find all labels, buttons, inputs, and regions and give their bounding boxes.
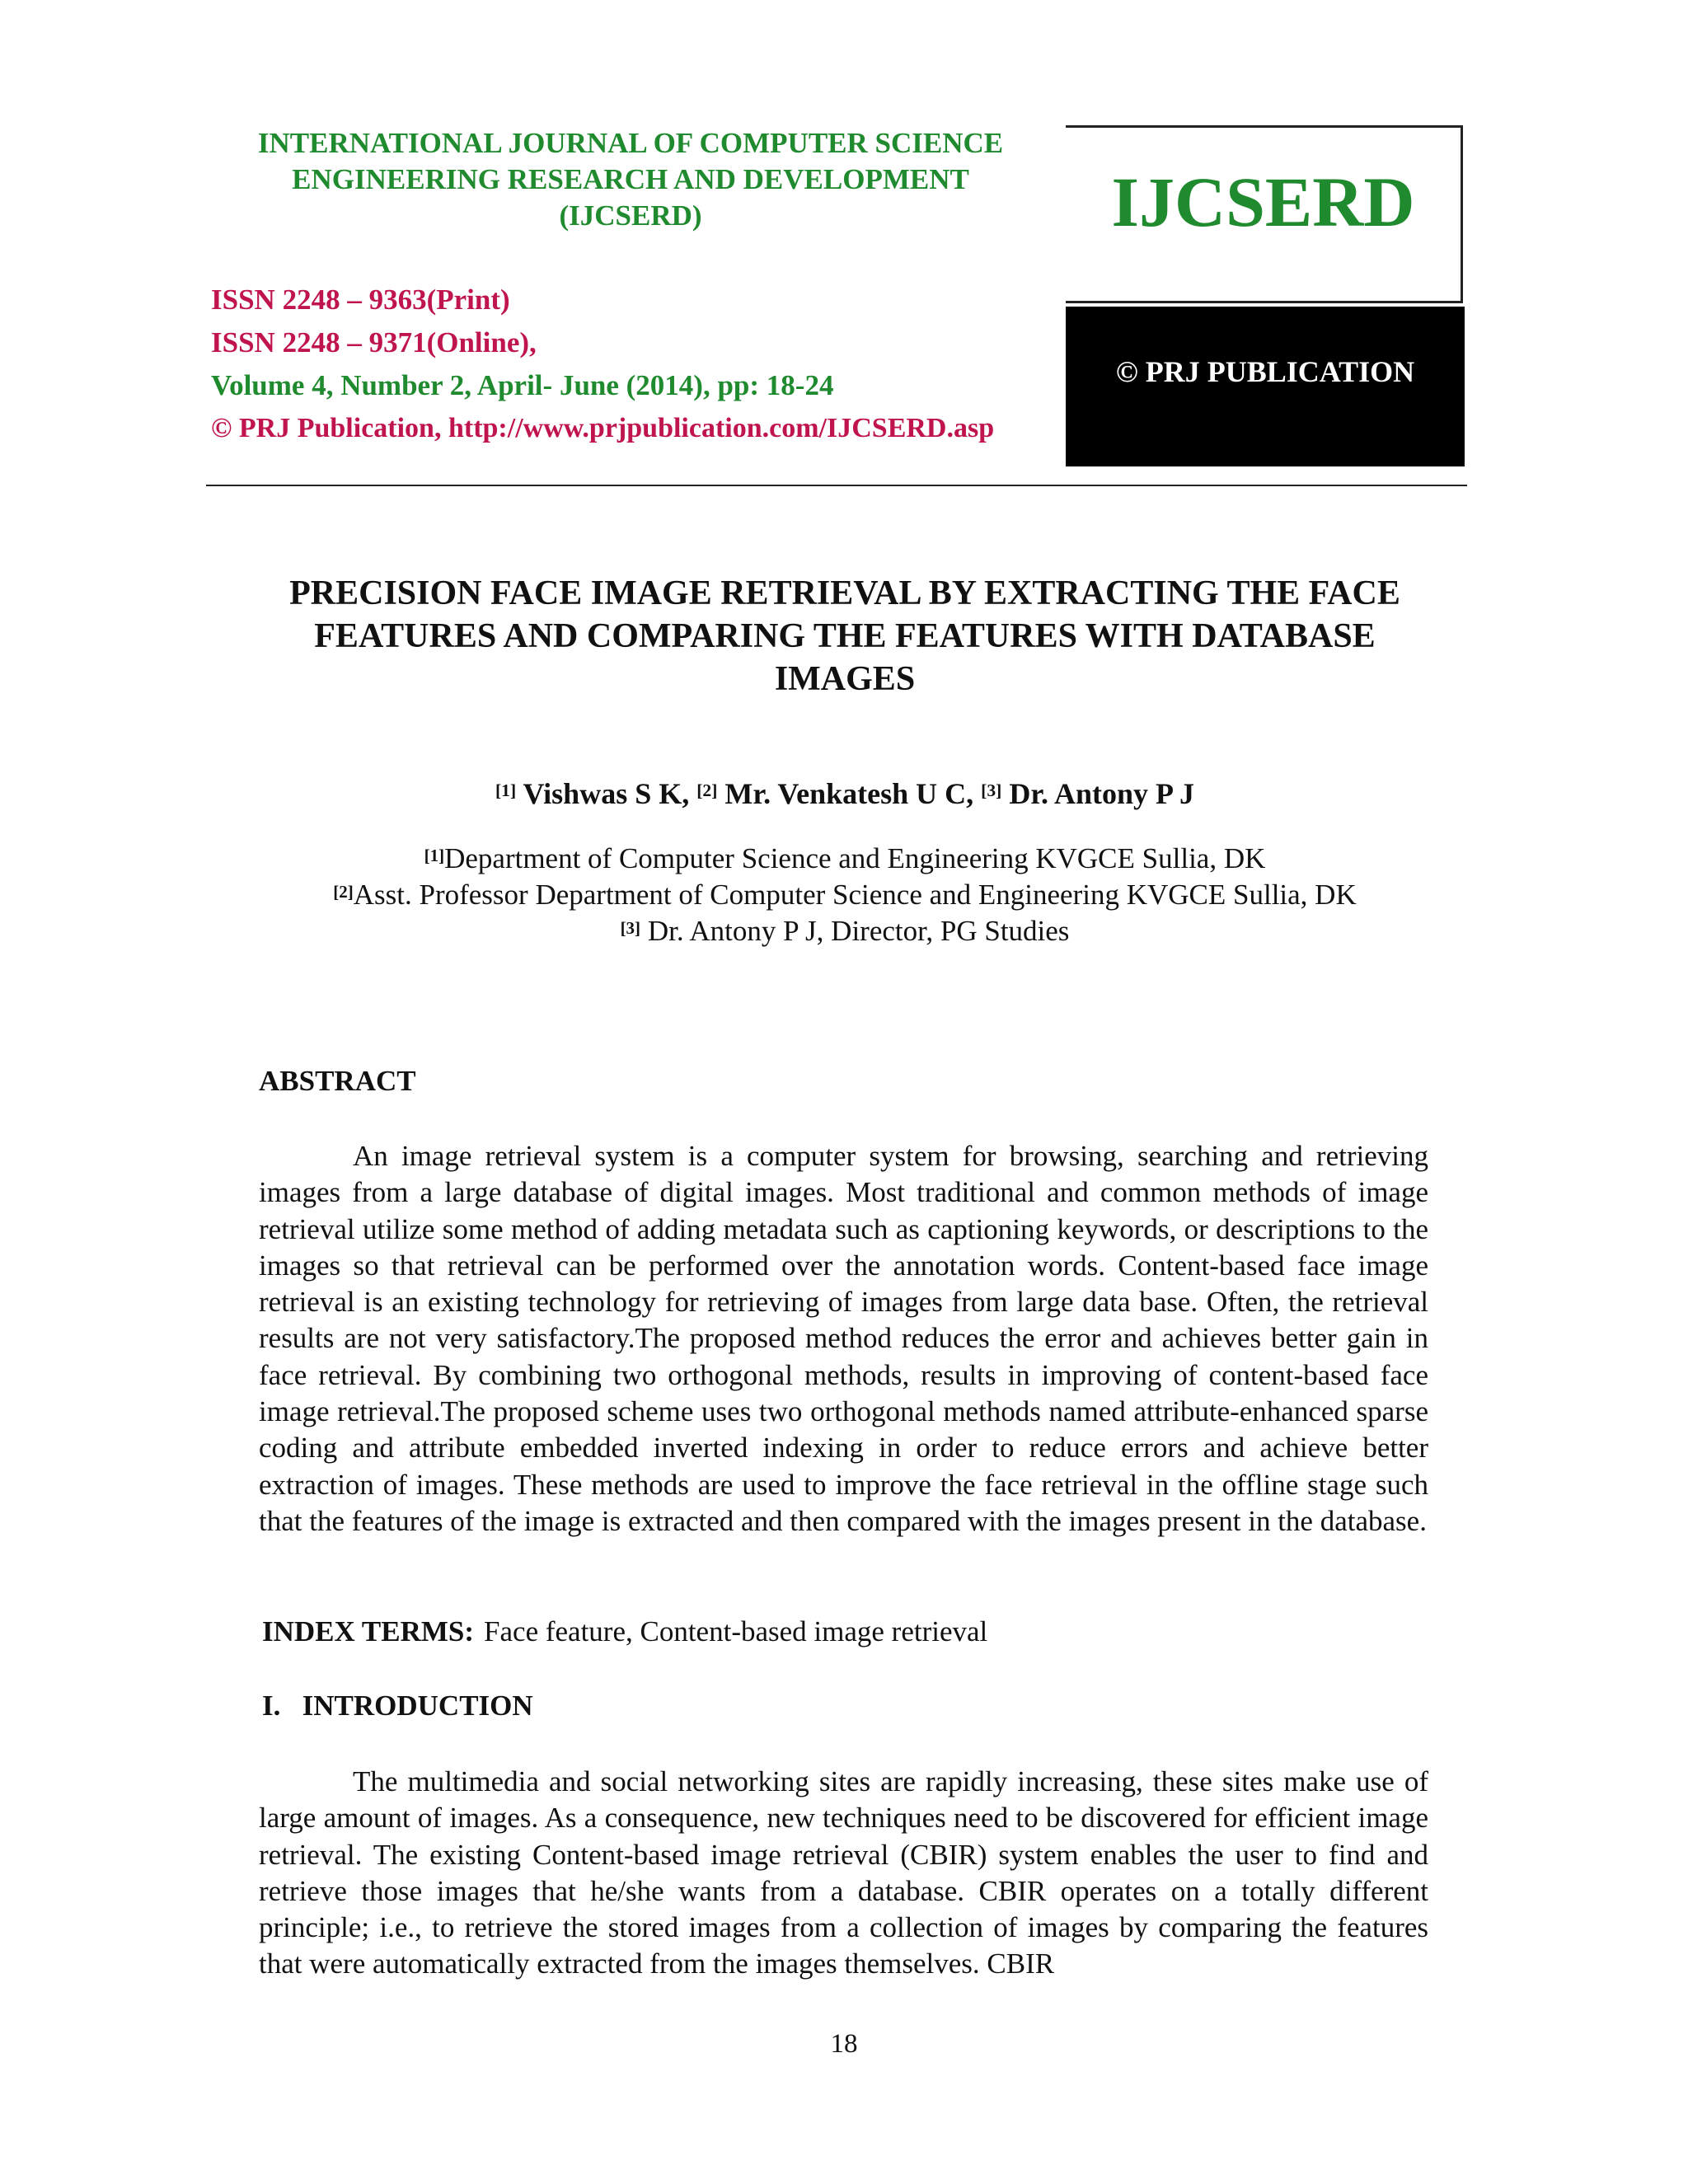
- author-3: Dr. Antony P J: [1009, 777, 1195, 810]
- affiliation-3-text: Dr. Antony P J, Director, PG Studies: [640, 915, 1070, 947]
- affiliation-1-mark: [1]: [424, 846, 445, 865]
- author-2-mark: [2]: [696, 780, 718, 800]
- page-number: 18: [830, 2029, 858, 2059]
- author-2: Mr. Venkatesh U C,: [724, 777, 974, 810]
- introduction-body: The multimedia and social networking sites are rapidly increasing, these sites make use of large amount of images. As a consequence, new techniques need to be discovered for efficient image retrieval. The existing Content-based image retrieval (CBIR) system enables the user to find and retrieve those images that he/she wants from a database. CBIR operates on a totally different principle; i.e., to retrieve the stored images from a collection of images by comparing the features that were automatically extracted from the images themselves. CBIR: [259, 1765, 1428, 1980]
- title-line-2: FEATURES AND COMPARING THE FEATURES WITH DATABASE: [314, 617, 1376, 655]
- author-1: Vishwas S K,: [523, 777, 690, 810]
- index-terms-label: INDEX TERMS:: [262, 1615, 475, 1647]
- paper-title: [247, 572, 1442, 701]
- affiliation-3: [247, 913, 1442, 949]
- publisher-label: © PRJ PUBLICATION: [1115, 355, 1415, 388]
- affiliation-1: [247, 841, 1442, 877]
- journal-info: [211, 279, 994, 450]
- affiliation-3-mark: [3]: [620, 918, 641, 938]
- index-terms-value: Face feature, Content-based image retrieval: [484, 1615, 988, 1647]
- header-divider: [206, 485, 1467, 486]
- affiliation-2-text: Asst. Professor Department of Computer Science and Engineering KVGCE Sullia, DK: [353, 879, 1357, 911]
- publication-link: © PRJ Publication, http://www.prjpublication.com/IJCSERD.asp: [211, 413, 995, 443]
- affiliation-list: [247, 841, 1442, 949]
- journal-name-line-1: INTERNATIONAL JOURNAL OF COMPUTER SCIENCE: [257, 127, 1004, 159]
- issn-online: ISSN 2248 – 9371(Online),: [211, 326, 537, 359]
- title-line-3: IMAGES: [774, 660, 916, 698]
- journal-logo-box: [1066, 125, 1463, 303]
- abstract-body: An image retrieval system is a computer system for browsing, searching and retrieving images from a large database of digital images. Most traditional and common methods of image retrieval utilize some method of adding metadata such as captioning keywords, or descriptions to the images so that retrieval can be performed over the annotation words. Content-based face image retrieval is an existing technology for retrieving of images from large data base. Often, the retrieval results are not very satisfactory.The proposed method reduces the error and achieves better gain in face retrieval. By combining two orthogonal methods, results in improving of content-based face image retrieval.The proposed scheme uses two orthogonal methods named attribute-enhanced sparse coding and attribute embedded inverted indexing in order to reduce errors and achieve better extraction of images. These methods are used to improve the face retrieval in the offline stage such that the features of the image is extracted and then compared with the images present in the database.: [259, 1140, 1428, 1537]
- volume-info: Volume 4, Number 2, April- June (2014), pp: 18-24: [211, 369, 834, 401]
- index-terms: [262, 1615, 987, 1648]
- journal-logo: IJCSERD: [1111, 162, 1415, 241]
- author-3-mark: [3]: [981, 780, 1002, 800]
- affiliation-2-mark: [2]: [333, 882, 354, 902]
- journal-name-line-2: ENGINEERING RESEARCH AND DEVELOPMENT: [292, 163, 969, 195]
- introduction-heading: I. INTRODUCTION: [262, 1690, 533, 1722]
- affiliation-1-text: Department of Computer Science and Engineering KVGCE Sullia, DK: [444, 842, 1266, 874]
- publisher-box: [1066, 307, 1465, 466]
- issn-print: ISSN 2248 – 9363(Print): [211, 284, 510, 316]
- title-line-1: PRECISION FACE IMAGE RETRIEVAL BY EXTRACTING THE FACE: [289, 574, 1400, 612]
- author-1-mark: [1]: [495, 780, 517, 800]
- journal-name-line-3: (IJCSERD): [559, 199, 702, 232]
- affiliation-2: [247, 877, 1442, 913]
- abstract-heading: ABSTRACT: [259, 1065, 416, 1097]
- journal-name: [210, 125, 1051, 234]
- author-list: [247, 773, 1442, 814]
